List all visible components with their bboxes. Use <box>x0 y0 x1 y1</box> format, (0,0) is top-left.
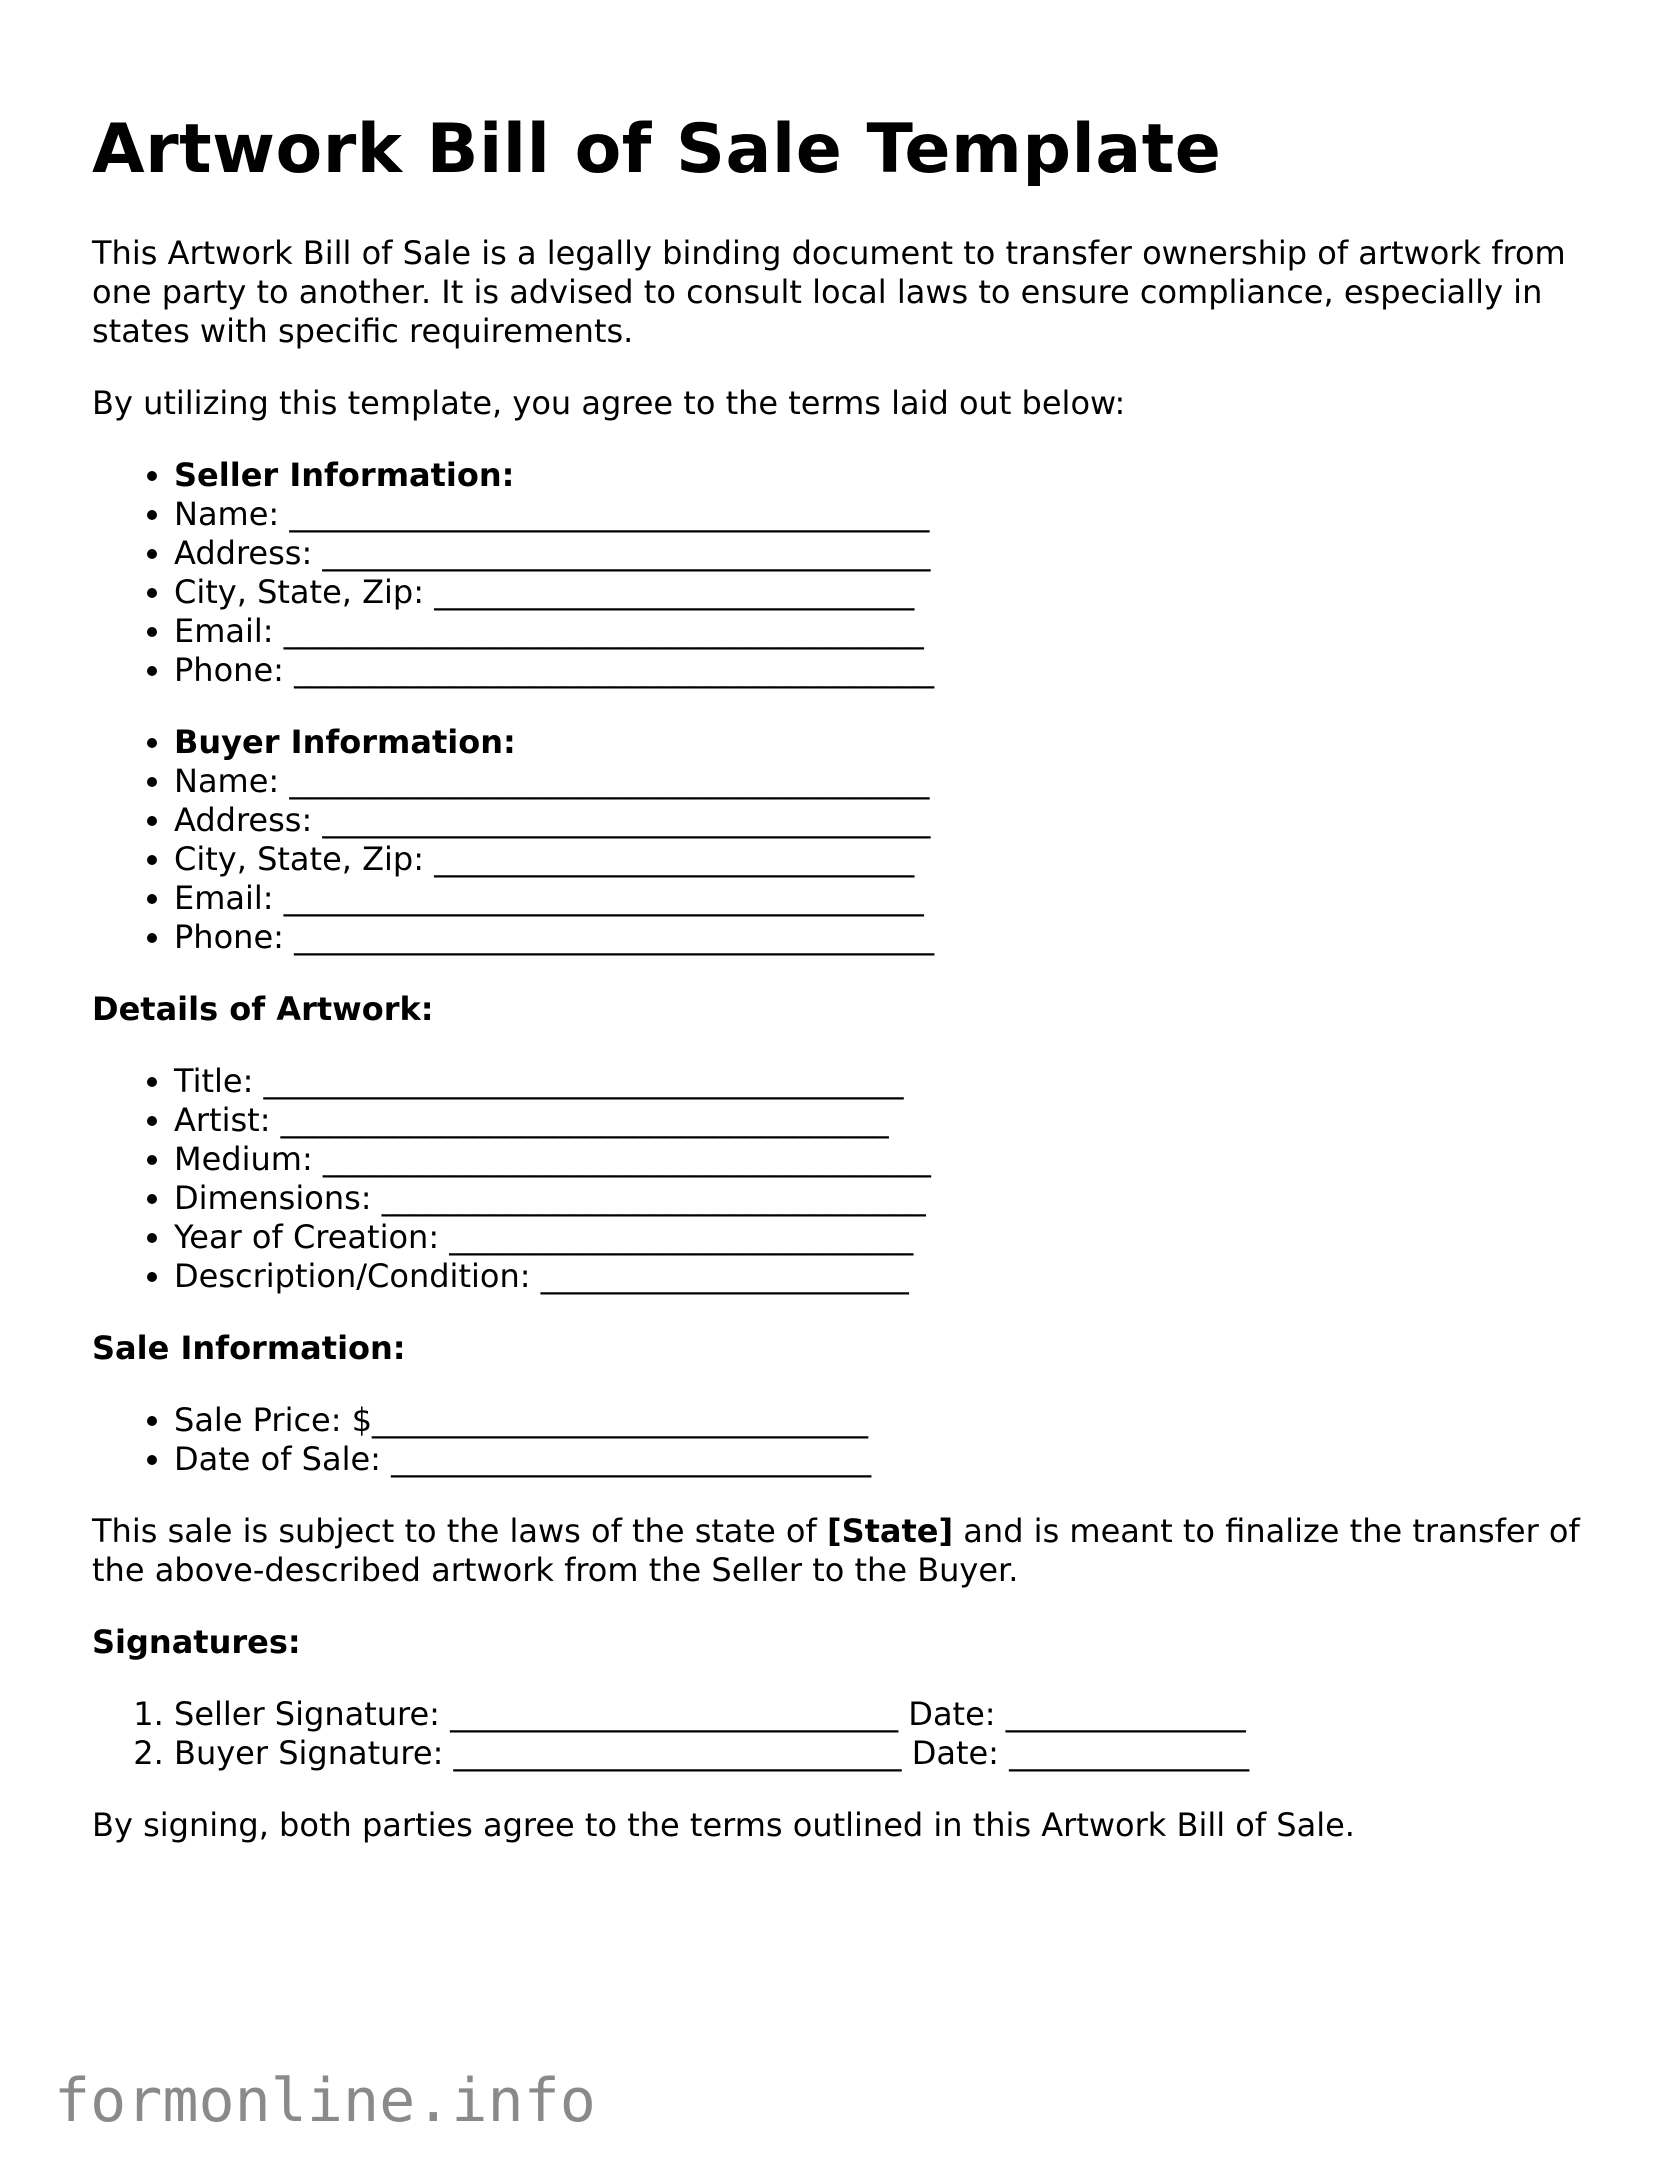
state-placeholder: [State] <box>826 1512 954 1550</box>
artwork-title-field: • Title: ________________________________________ <box>174 1062 1592 1101</box>
artwork-description-field: • Description/Condition: _______________________ <box>174 1257 1592 1296</box>
buyer-name-field: • Name: ________________________________________ <box>174 762 1592 801</box>
artwork-details-heading: Details of Artwork: <box>92 990 434 1028</box>
document-title: Artwork Bill of Sale Template <box>92 110 1222 189</box>
seller-phone-field: • Phone: ________________________________________ <box>174 651 1592 690</box>
buyer-email-field: • Email: ________________________________________ <box>174 879 1592 918</box>
artwork-details-list <box>92 1062 1592 1296</box>
closing-paragraph: By signing, both parties agree to the terms outlined in this Artwork Bill of Sale. <box>92 1806 1355 1844</box>
sale-information-list <box>92 1401 1592 1479</box>
seller-information-heading: • Seller Information: <box>174 456 1592 495</box>
agreement-paragraph: By utilizing this template, you agree to the terms laid out below: <box>92 384 1126 422</box>
artwork-medium-field: • Medium: ______________________________________ <box>174 1140 1592 1179</box>
sale-date-field: • Date of Sale: ______________________________ <box>174 1440 1592 1479</box>
intro-paragraph: This Artwork Bill of Sale is a legally binding document to transfer ownership of artwork from one party to another. It is advised to consult local laws to ensure compliance, especially in states with specific requirements. <box>92 234 1566 350</box>
seller-information-list <box>92 456 1592 690</box>
artwork-dimensions-field: • Dimensions: __________________________________ <box>174 1179 1592 1218</box>
buyer-phone-field: • Phone: ________________________________________ <box>174 918 1592 957</box>
governing-law-paragraph: This sale is subject to the laws of the state of [State] and is meant to finalize the transfer of the above-described artwork from the Seller to the Buyer. <box>92 1512 1580 1589</box>
seller-name-field: • Name: ________________________________________ <box>174 495 1592 534</box>
document-page <box>92 110 1592 1878</box>
artwork-year-field: • Year of Creation: _____________________________ <box>174 1218 1592 1257</box>
seller-signature-line: 1. Seller Signature: ____________________________ Date: _______________ <box>174 1695 1592 1734</box>
buyer-information-heading: • Buyer Information: <box>174 723 1592 762</box>
buyer-city-state-zip-field: • City, State, Zip: ______________________________ <box>174 840 1592 879</box>
seller-address-field: • Address: ______________________________________ <box>174 534 1592 573</box>
buyer-signature-line: 2. Buyer Signature: ____________________________ Date: _______________ <box>174 1734 1592 1773</box>
sale-price-field: • Sale Price: $_______________________________ <box>174 1401 1592 1440</box>
buyer-information-list <box>92 723 1592 957</box>
sale-information-heading: Sale Information: <box>92 1329 406 1367</box>
buyer-address-field: • Address: ______________________________________ <box>174 801 1592 840</box>
signatures-heading: Signatures: <box>92 1623 301 1661</box>
artwork-artist-field: • Artist: ______________________________________ <box>174 1101 1592 1140</box>
watermark-text: formonline.info <box>54 2066 596 2136</box>
seller-city-state-zip-field: • City, State, Zip: ______________________________ <box>174 573 1592 612</box>
seller-email-field: • Email: ________________________________________ <box>174 612 1592 651</box>
signatures-list <box>92 1695 1592 1773</box>
